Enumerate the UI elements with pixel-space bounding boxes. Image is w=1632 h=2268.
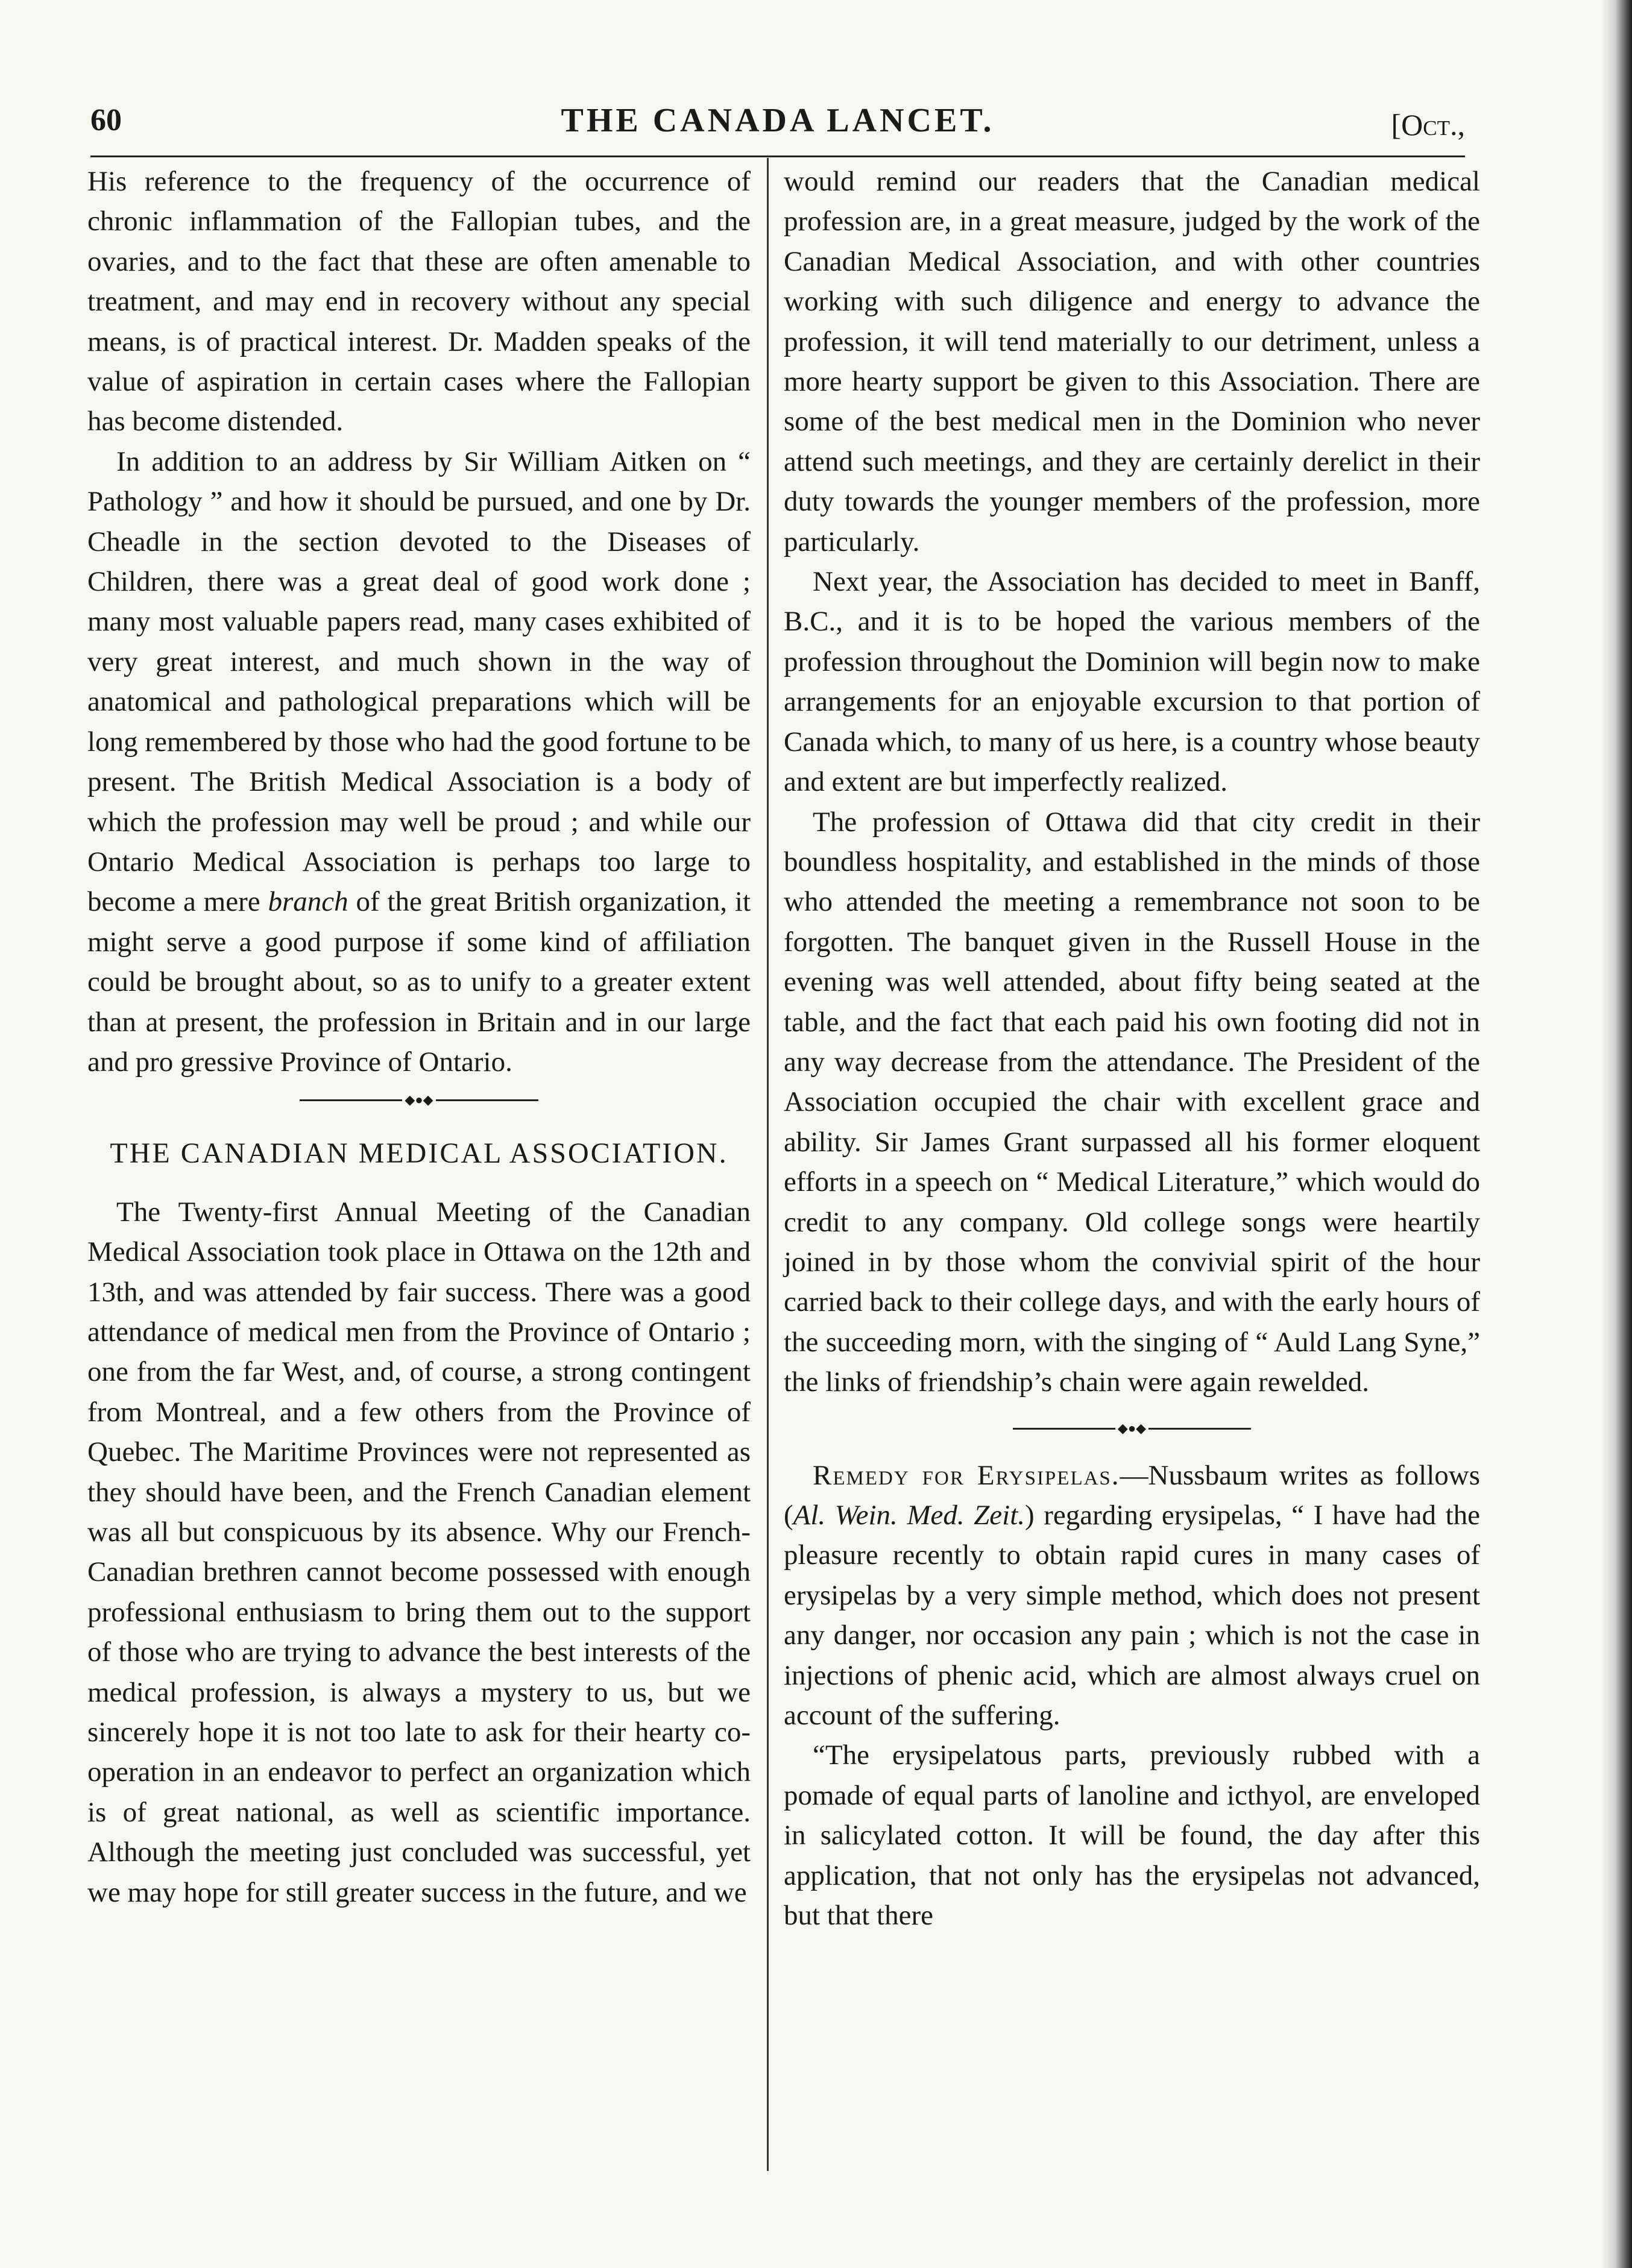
section-heading: THE CANADIAN MEDICAL ASSOCIATION.: [110, 1137, 728, 1170]
paragraph: The profession of Ottawa did that city credit in their boundless hospitality, and established in the minds of those who attended the meeting a remembrance not soon to be forgotten. The banquet given in the Russell House in the evening was well attended, about fifty being seated at the table, and the fact that each paid his own footing did not in any way decrease from the attendance. The President of the Association occupied the chair with excellent grace and ability. Sir James Grant surpassed all his former eloquent efforts in a speech on “ Medical Literature,” which would do credit to any company. Old college songs were heartily joined in by those whom the convivial spirit of the hour carried back to their college days, and with the early hours of the succeeding morn, with the singing of “ Auld Lang Syne,” the links of friendship’s chain were again rewelded.: [784, 806, 1480, 1398]
paragraph: would remind our readers that the Canadian medical profession are, in a great measure, judged by the work of the Canadian Medical Association, and with other countries working with such diligence and energy to advance the profession, it will tend materially to our detriment, unless a more hearty support be given to this Association. There are some of the best medical men in the Dominion who never attend such meetings, and they are certainly derelict in their duty towards the younger members of the profession, more particularly.: [784, 166, 1480, 558]
text-run: In addition to an address by Sir William Aitken on “ Pathology ” and how it should be pursued, and one by Dr. Cheadle in the section devoted to the Diseases of Children, there was a great deal of good work done ; many most valuable papers read, many cases exhibited of very great interest, and much shown in the way of anatomical and pathological preparations which will be long remembered by those who had the good fortune to be present. The British Medical Association is a body of which the profession may well be proud ; and while our Ontario Medical Association is perhaps too large to become a mere: [87, 445, 751, 918]
article-heading: Remedy for Erysipelas.: [813, 1459, 1120, 1491]
page-number: 60: [90, 103, 122, 137]
right-column: [784, 162, 1480, 1935]
issue-month: [Oct.,: [1391, 108, 1465, 142]
text-run: —Nussbaum writes as follows (: [784, 1459, 1480, 1531]
divider-ornament-icon: ◆●◆: [405, 1092, 433, 1108]
header-rule: [90, 155, 1465, 157]
text-run: ) regarding erysipelas, “ I have had the pleasure recently to obtain rapid cures in many cases of erysipelas by a very simple method, which does not present any danger, nor occasion any pain ; which is not the case in injections of phenic acid, which are almost always cruel on account of the suffering.: [784, 1500, 1481, 1732]
source-citation: Al. Wein. Med. Zeit.: [793, 1500, 1026, 1531]
paragraph: “The erysipelatous parts, previously rubbed with a pomade of equal parts of lanoline and icthyol, are enveloped in salicylated cotton. It will be found, the day after this application, that not only has the erysipelas not advanced, but that there: [784, 1739, 1480, 1932]
paragraph: The Twenty-first Annual Meeting of the Canadian Medical Association took place in Ottawa on the 12th and 13th, and was attended by fair success. There was a good attendance of medical men from the Province of Ontario ; one from the far West, and, of course, a strong contingent from Montreal, and a few others from the Province of Quebec. The Maritime Provinces were not represented as they should have been, and the French Canadian element was all but conspicuous by its absence. Why our French-Canadian brethren cannot become possessed with enough professional enthusiasm to bring them out to the support of those who are trying to advance the best interests of the medical profession, is always a mystery to us, but we sincerely hope it is not too late to ask for their hearty co-operation in an endeavor to perfect an organization which is of great national, as well as scientific importance. Although the meeting just concluded was successful, yet we may hope for still greater success in the future, and we: [87, 1196, 751, 1908]
left-column: [87, 162, 751, 1912]
running-title: THE CANADA LANCET.: [561, 102, 995, 139]
paragraph: His reference to the frequency of the occurrence of chronic inflammation of the Fallopian tubes, and the ovaries, and to the fact that these are often amenable to treatment, and may end in recovery without any special means, is of practical interest. Dr. Madden speaks of the value of aspiration in certain cases where the Fallopian has become distended.: [87, 166, 751, 438]
page-header: [90, 90, 1465, 157]
emphasis: branch: [268, 886, 348, 918]
divider-ornament-icon: ◆●◆: [1117, 1421, 1147, 1436]
paragraph: [784, 1456, 1480, 1736]
section-divider: [87, 1082, 751, 1118]
paragraph: [87, 442, 751, 1082]
text-run: of the great British organization, it might serve a good purpose if some kind of affiliation could be brought about, so as to unify to a greater extent than at present, the profession in Britain and in our large and pro gressive Province of Ontario.: [87, 886, 751, 1078]
section-divider: [784, 1411, 1480, 1447]
paragraph: Next year, the Association has decided to meet in Banff, B.C., and it is to be hoped the various members of the profession throughout the Dominion will begin now to make arrangements for an enjoyable excursion to that portion of Canada which, to many of us here, is a country whose beauty and extent are but imperfectly realized.: [784, 566, 1480, 798]
column-rule: [767, 158, 769, 2171]
page-binding-edge: [1602, 0, 1632, 2268]
